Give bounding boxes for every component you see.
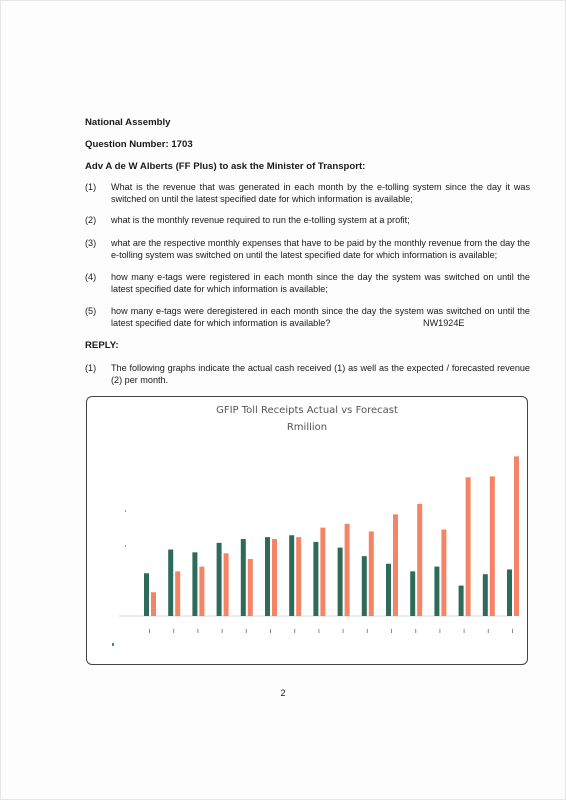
forecast-bar: [175, 571, 180, 616]
x-tick-mark: [149, 629, 150, 633]
actual-bar: [192, 552, 197, 616]
forecast-bar: [441, 530, 446, 616]
actual-bar: [362, 556, 367, 616]
actual-bar: [289, 535, 294, 616]
forecast-bar: [490, 476, 495, 616]
forecast-bar: [296, 537, 301, 616]
scan-speck: [125, 510, 126, 512]
question-number-label: (5): [85, 306, 97, 316]
x-tick-mark: [512, 629, 513, 633]
x-tick-mark: [294, 629, 295, 633]
actual-bar: [338, 548, 343, 616]
x-tick-mark: [173, 629, 174, 633]
forecast-bar: [393, 514, 398, 616]
question-number-label: (1): [85, 182, 97, 192]
question-text: what are the respective monthly expenses that have to be paid by the monthly revenue from the day the e-tolling system was switched on until the latest specified date for which information is available;: [111, 238, 530, 260]
forecast-bar: [514, 456, 519, 616]
chart-subtitle: Rmillion: [286, 422, 328, 433]
forecast-bar: [345, 524, 350, 616]
x-tick-mark: [415, 629, 416, 633]
x-tick-mark: [391, 629, 392, 633]
reply-text: The following graphs indicate the actual cash received (1) as well as the expected / forecasted revenue (2) per month.: [111, 363, 530, 385]
x-tick-mark: [367, 629, 368, 633]
forecast-bar: [272, 539, 277, 616]
actual-bar: [313, 542, 318, 616]
x-tick-mark: [270, 629, 271, 633]
forecast-bar: [151, 592, 156, 616]
scan-speck: [125, 545, 126, 547]
forecast-bar: [320, 528, 325, 616]
assembly-heading: National Assembly: [85, 117, 171, 128]
forecast-bar: [248, 559, 253, 616]
actual-bar: [168, 550, 173, 617]
question-text: how many e-tags were registered in each month since the day the system was switched on until the latest specified date for which information is available;: [111, 272, 530, 294]
reply-number-label: (1): [85, 363, 97, 373]
question-text: what is the monthly revenue required to run the e-tolling system at a profit;: [111, 215, 410, 225]
x-tick-mark: [197, 629, 198, 633]
forecast-bar: [199, 567, 204, 616]
chart-plot: [87, 397, 527, 664]
forecast-bar: [224, 553, 229, 616]
x-tick-mark: [318, 629, 319, 633]
actual-bar: [217, 543, 222, 616]
forecast-bar: [466, 477, 471, 616]
forecast-bar: [417, 504, 422, 616]
question-text: What is the revenue that was generated in each month by the e-tolling system since the day it was switched on until the latest specified date for which information is available;: [111, 182, 530, 204]
chart-title: GFIP Toll Receipts Actual vs Forecast: [216, 405, 398, 416]
question-text: how many e-tags were deregistered in each month since the day the system was switched on until the latest specified date for which information is available?: [111, 306, 530, 328]
actual-bar: [459, 586, 464, 616]
legend-swatch: [112, 643, 114, 646]
question-asker: Adv A de W Alberts (FF Plus) to ask the Minister of Transport:: [85, 161, 366, 172]
forecast-bar: [369, 531, 374, 616]
question-number-label: (2): [85, 215, 97, 225]
actual-bar: [386, 564, 391, 616]
actual-bar: [434, 567, 439, 616]
actual-bar: [483, 574, 488, 616]
reply-heading: REPLY:: [85, 340, 119, 351]
x-tick-mark: [246, 629, 247, 633]
question-number-label: (3): [85, 238, 97, 248]
question-reference: NW1924E: [423, 318, 465, 328]
actual-bar: [144, 573, 149, 616]
question-number-label: (4): [85, 272, 97, 282]
page-number: 2: [280, 688, 286, 698]
x-tick-mark: [343, 629, 344, 633]
x-tick-mark: [439, 629, 440, 633]
actual-bar: [410, 571, 415, 616]
actual-bar: [241, 539, 246, 616]
actual-bar: [265, 537, 270, 616]
toll-receipts-chart: [86, 396, 528, 665]
actual-bar: [507, 569, 512, 616]
x-tick-mark: [488, 629, 489, 633]
x-tick-mark: [222, 629, 223, 633]
x-tick-mark: [464, 629, 465, 633]
question-number: Question Number: 1703: [85, 139, 193, 150]
